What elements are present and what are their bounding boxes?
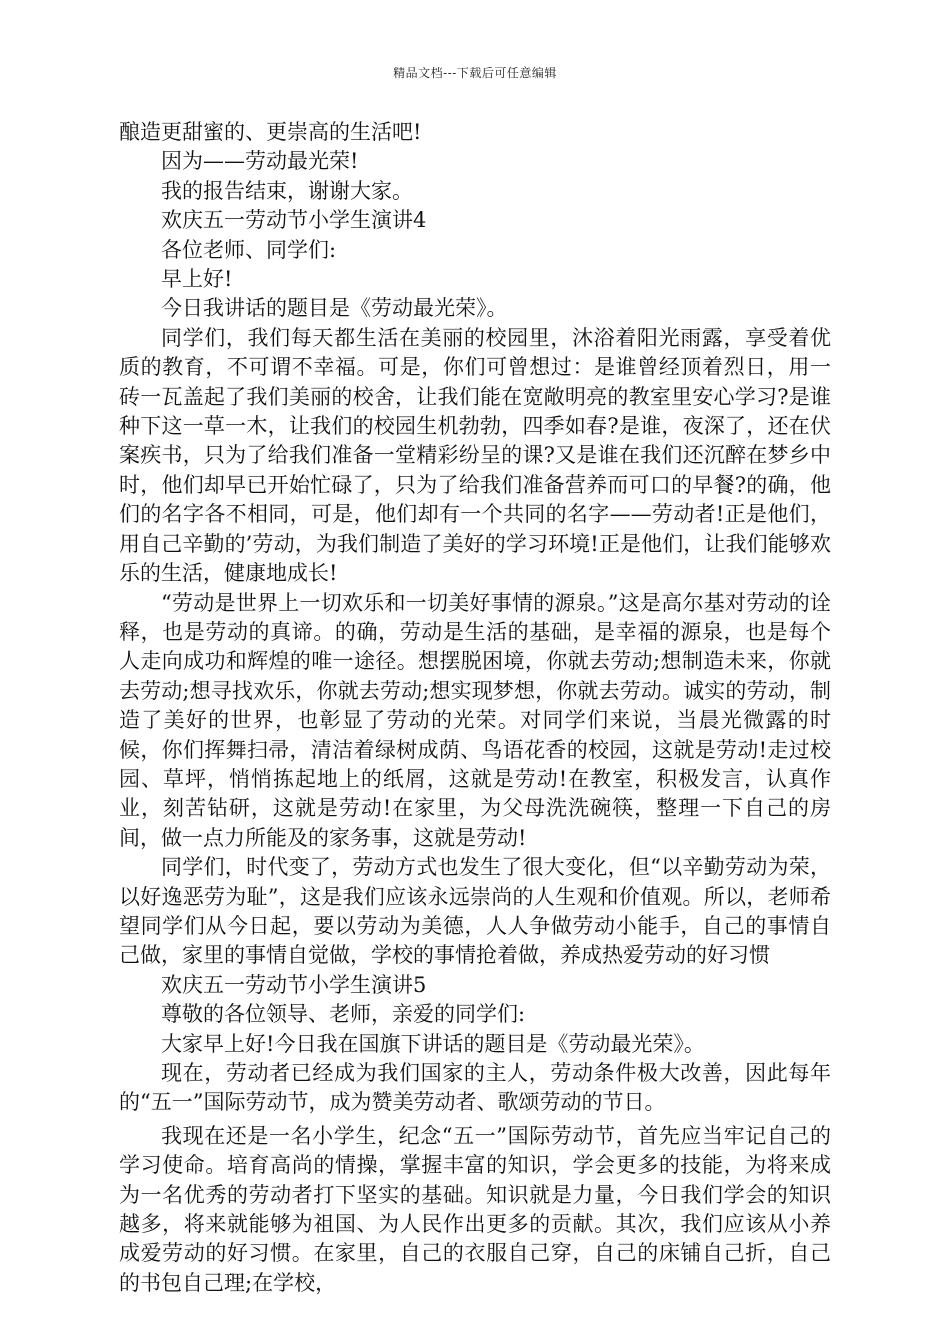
paragraph: 因为——劳动最光荣! — [161, 149, 359, 174]
salutation: 各位老师、同学们: — [161, 237, 337, 262]
paragraph: 同学们，时代变了，劳动方式也发生了很大变化，但“以辛勤劳动为荣，以好逸恶劳为耻”，这是我们应该永远崇尚的人生观和价值观。所以，老师希望同学们从今日起，要以劳动为美德，人人争做劳动小能手，自己的事情自己做，家里的事情自觉做，学校的事情抢着做，养成热爱劳动的好习惯 — [119, 855, 831, 968]
document-body — [119, 118, 831, 1298]
paragraph: 同学们，我们每天都生活在美丽的校园里，沐浴着阳光雨露，享受着优质的教育，不可谓不幸福。可是，你们可曾想过：是谁曾经顶着烈日，用一砖一瓦盖起了我们美丽的校舍，让我们能在宽敞明亮的教室里安心学习?是谁种下这一草一木，让我们的校园生机勃勃，四季如春?是谁，夜深了，还在伏案疾书，只为了给我们准备一堂精彩纷呈的课?又是谁在我们还沉醉在梦乡中时，他们却早已开始忙碌了，只为了给我们准备营养而可口的早餐?的确，他们的名字各不相同，可是，他们却有一个共同的名字——劳动者!正是他们，用自己辛勤的’劳动，为我们制造了美好的学习环境!正是他们，让我们能够欢乐的生活，健康地成长! — [119, 325, 831, 586]
paragraph: 我的报告结束，谢谢大家。 — [161, 178, 413, 203]
paragraph: 现在，劳动者已经成为我们国家的主人，劳动条件极大改善，因此每年的“五一”国际劳动节，成为赞美劳动者、歌颂劳动的节日。 — [119, 1061, 831, 1115]
paragraph: 酿造更甜蜜的、更崇高的生活吧! — [119, 120, 422, 144]
section-heading: 欢庆五一劳动节小学生演讲4 — [161, 208, 427, 233]
paragraph: 今日我讲话的题目是《劳动最光荣》。 — [161, 296, 508, 321]
section-heading: 欢庆五一劳动节小学生演讲5 — [161, 972, 427, 997]
greeting: 早上好! — [161, 267, 233, 292]
paragraph: 我现在还是一名小学生，纪念“五一”国际劳动节，首先应当牢记自己的学习使命。培育高尚的情操，掌握丰富的知识，学会更多的技能，为将来成为一名优秀的劳动者打下坚实的基础。知识就是力量，今日我们学会的知识越多，将来就能够为祖国、为人民作出更多的贡献。其次，我们应该从小养成爱劳动的好习惯。在家里，自己的衣服自己穿，自己的床铺自己折，自己的书包自己理;在学校， — [119, 1123, 831, 1295]
page-header: 精品文档---下载后可任意编辑 — [393, 66, 557, 80]
salutation: 尊敬的各位领导、老师，亲爱的同学们: — [161, 1002, 526, 1027]
paragraph: “劳动是世界上一切欢乐和一切美好事情的源泉。”这是高尔基对劳动的诠释，也是劳动的真谛。的确，劳动是生活的基础，是幸福的源泉，也是每个人走向成功和辉煌的唯一途径。想摆脱困境，你就去劳动;想制造未来，你就去劳动;想寻找欢乐，你就去劳动;想实现梦想，你就去劳动。诚实的劳动，制造了美好的世界，也彰显了劳动的光荣。对同学们来说，当晨光微露的时候，你们挥舞扫帚，清洁着绿树成荫、鸟语花香的校园，这就是劳动!走过校园、草坪，悄悄拣起地上的纸屑，这就是劳动!在教室，积极发言，认真作业，刻苦钻研，这就是劳动!在家里，为父母洗洗碗筷，整理一下自己的房间，做一点力所能及的家务事，这就是劳动! — [119, 590, 831, 850]
paragraph: 大家早上好!今日我在国旗下讲话的题目是《劳动最光荣》。 — [161, 1031, 705, 1056]
